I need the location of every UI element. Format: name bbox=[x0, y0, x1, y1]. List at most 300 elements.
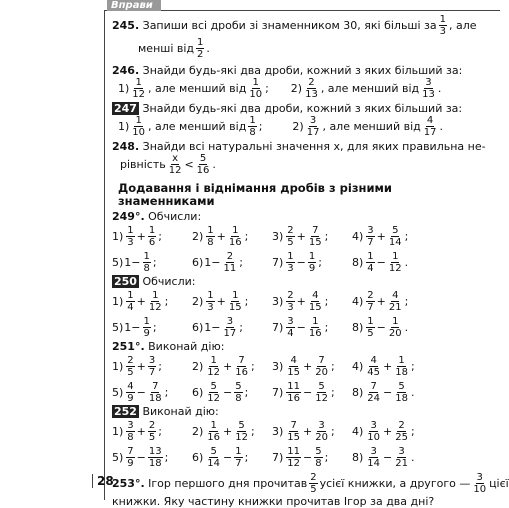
numerator: 3 bbox=[367, 224, 374, 236]
exercise-number: 249°. bbox=[112, 210, 145, 223]
denominator: 3 bbox=[127, 236, 134, 248]
fraction bbox=[286, 316, 294, 339]
fraction bbox=[126, 355, 134, 378]
exercise-text: Обчисли: bbox=[142, 275, 196, 288]
numerator: 1 bbox=[152, 289, 159, 301]
numerator: 11 bbox=[287, 445, 301, 457]
numerator: 7 bbox=[152, 380, 159, 392]
punctuation: ; bbox=[158, 359, 162, 373]
numerator: 2 bbox=[398, 419, 405, 431]
denominator: 24 bbox=[367, 392, 381, 404]
exercise-item bbox=[272, 290, 352, 313]
punctuation: ; bbox=[244, 385, 249, 399]
item-label: 3) bbox=[272, 424, 284, 438]
fraction bbox=[126, 290, 134, 313]
fraction: $\frac{1}{10}$ bbox=[249, 77, 263, 100]
fraction: $\frac{3}{17}$ bbox=[306, 115, 320, 138]
denominator: 14 bbox=[388, 236, 402, 248]
denominator: 4 bbox=[127, 301, 134, 313]
exercise-row bbox=[112, 418, 492, 444]
punctuation: . bbox=[410, 385, 415, 399]
numerator: 7 bbox=[370, 380, 377, 392]
fraction bbox=[206, 420, 221, 443]
denominator: 25 bbox=[395, 431, 408, 443]
exercise-row bbox=[112, 444, 492, 470]
term: + bbox=[136, 424, 146, 438]
numerator: 5 bbox=[318, 380, 325, 392]
numerator: 1 bbox=[232, 289, 239, 301]
exercise-247-line2 bbox=[112, 115, 492, 138]
fraction bbox=[286, 446, 301, 469]
exercise-row bbox=[112, 288, 492, 314]
fraction bbox=[314, 446, 322, 469]
fraction: $\frac{1}{8}$ bbox=[249, 115, 256, 138]
denominator: 9 bbox=[127, 457, 134, 469]
denominator: 3 bbox=[287, 262, 294, 274]
page-content bbox=[112, 14, 509, 508]
exercise-text: Знайди будь-які два дроби, кожний з яких більший за: bbox=[142, 64, 463, 77]
exercise-text: , але менший від bbox=[322, 120, 421, 133]
item-label: 6) bbox=[192, 320, 204, 334]
fraction bbox=[366, 420, 381, 443]
exercise-item bbox=[352, 316, 432, 339]
punctuation: . bbox=[212, 158, 216, 171]
exercise-text: , але менший від bbox=[148, 120, 247, 133]
denominator: 16 bbox=[228, 236, 242, 248]
numerator: 1 bbox=[127, 224, 134, 236]
punctuation: ; bbox=[265, 82, 269, 95]
exercise-text: рівність bbox=[120, 158, 166, 171]
exercise-row bbox=[112, 249, 492, 275]
item-label: 1) bbox=[112, 294, 124, 308]
punctuation: ; bbox=[239, 255, 243, 269]
item-label: 2) bbox=[292, 120, 304, 133]
punctuation: ; bbox=[324, 294, 329, 308]
exercise-item bbox=[192, 420, 272, 443]
header-rule bbox=[105, 10, 500, 11]
denominator: 6 bbox=[148, 236, 156, 248]
numerator: 5 bbox=[398, 380, 405, 392]
fraction bbox=[228, 225, 243, 248]
numerator: 2 bbox=[148, 419, 156, 431]
denominator: 3 bbox=[287, 301, 294, 313]
numerator: 1 bbox=[367, 250, 374, 262]
fraction bbox=[234, 381, 242, 404]
exercise-245-line1 bbox=[112, 14, 492, 37]
term: − bbox=[383, 450, 393, 464]
exercise-text: Ігор першого дня прочитав bbox=[148, 477, 308, 490]
punctuation: . bbox=[404, 255, 409, 269]
term: 1 bbox=[124, 255, 132, 269]
denominator: 5 bbox=[127, 366, 134, 378]
term: + bbox=[216, 229, 226, 243]
exercise-249-heading bbox=[112, 210, 492, 223]
exercise-item bbox=[192, 446, 272, 469]
denominator: 45 bbox=[367, 366, 381, 378]
denominator: 12 bbox=[207, 392, 221, 404]
left-margin-rule bbox=[104, 10, 105, 500]
exercise-number: 252 bbox=[114, 405, 137, 418]
punctuation: ; bbox=[244, 450, 249, 464]
term: − bbox=[136, 450, 146, 464]
fraction bbox=[366, 251, 374, 274]
exercise-253-line1 bbox=[112, 472, 509, 495]
fraction bbox=[126, 381, 134, 404]
punctuation: ; bbox=[250, 359, 255, 373]
exercise-item bbox=[112, 446, 192, 469]
punctuation: ; bbox=[158, 424, 162, 438]
term: 1 bbox=[124, 320, 132, 334]
term: 1 bbox=[204, 255, 212, 269]
punctuation: ; bbox=[164, 450, 169, 464]
item-label: 7) bbox=[272, 450, 284, 464]
term: 1 bbox=[204, 320, 212, 334]
term: − bbox=[136, 385, 146, 399]
exercise-text: менші від bbox=[138, 42, 195, 55]
fraction bbox=[223, 251, 238, 274]
exercise-row bbox=[112, 379, 492, 405]
term: + bbox=[303, 424, 313, 438]
fraction bbox=[286, 355, 301, 378]
item-label: 5) bbox=[112, 385, 124, 399]
numerator: 2 bbox=[127, 354, 134, 366]
item-label: 7) bbox=[272, 385, 284, 399]
fraction bbox=[234, 446, 242, 469]
numerator: 1 bbox=[235, 445, 242, 457]
numerator: 4 bbox=[370, 354, 377, 366]
term: − bbox=[296, 255, 306, 269]
item-label: 7) bbox=[272, 320, 284, 334]
denominator: 9 bbox=[308, 262, 316, 274]
numerator: 7 bbox=[318, 354, 325, 366]
item-label: 5) bbox=[112, 320, 124, 334]
numerator: 3 bbox=[318, 419, 325, 431]
fraction bbox=[234, 355, 249, 378]
denominator: 7 bbox=[235, 457, 242, 469]
fraction bbox=[148, 290, 163, 313]
denominator: 15 bbox=[308, 301, 322, 313]
exercise-number: 253°. bbox=[112, 477, 145, 490]
fraction bbox=[366, 290, 374, 313]
numerator: 2 bbox=[287, 289, 294, 301]
fraction bbox=[126, 420, 134, 443]
item-label: 1) bbox=[112, 359, 124, 373]
denominator: 4 bbox=[367, 262, 374, 274]
numerator: 4 bbox=[127, 380, 134, 392]
denominator: 12 bbox=[315, 392, 328, 404]
exercise-251-heading bbox=[112, 340, 492, 353]
fraction bbox=[388, 316, 403, 339]
denominator: 20 bbox=[315, 431, 328, 443]
item-label: 8) bbox=[352, 385, 364, 399]
punctuation: . bbox=[410, 450, 415, 464]
term: − bbox=[303, 450, 313, 464]
fraction: $\frac{3}{13}$ bbox=[422, 77, 435, 100]
item-label: 1) bbox=[118, 120, 130, 133]
exercise-item bbox=[272, 316, 352, 339]
punctuation: ; bbox=[239, 320, 243, 334]
fraction bbox=[206, 446, 221, 469]
exercise-row bbox=[112, 223, 492, 249]
item-label: 6) bbox=[192, 450, 204, 464]
denominator: 8 bbox=[127, 431, 134, 443]
denominator: 3 bbox=[207, 301, 214, 313]
exercise-item bbox=[272, 251, 352, 274]
numerator: 1 bbox=[367, 315, 374, 327]
numerator: 7 bbox=[312, 224, 319, 236]
numerator: 5 bbox=[210, 445, 217, 457]
exercise-item bbox=[192, 251, 272, 274]
fraction bbox=[366, 316, 374, 339]
exercise-item bbox=[272, 420, 352, 443]
term: + bbox=[136, 229, 146, 243]
exercise-number: 246. bbox=[112, 64, 140, 77]
denominator: 15 bbox=[308, 236, 322, 248]
fraction bbox=[308, 251, 316, 274]
fraction: $\frac{1}{2}$ bbox=[197, 37, 204, 60]
exercise-text: . bbox=[206, 42, 210, 55]
denominator: 18 bbox=[395, 366, 408, 378]
exercise-item bbox=[112, 225, 192, 248]
exercise-text: книжки. Яку частину книжки прочитав Ігор за два дні? bbox=[112, 495, 435, 508]
punctuation: ; bbox=[324, 320, 329, 334]
fraction bbox=[143, 251, 151, 274]
denominator: 16 bbox=[235, 366, 248, 378]
term: − bbox=[376, 255, 386, 269]
punctuation: . bbox=[404, 320, 409, 334]
fraction bbox=[394, 420, 409, 443]
item-label: 7) bbox=[272, 255, 284, 269]
item-label: 2) bbox=[192, 229, 204, 243]
denominator: 12 bbox=[388, 262, 402, 274]
punctuation: ; bbox=[324, 450, 329, 464]
exercise-text: Знайди всі натуральні значення x, для яких правильна не- bbox=[142, 140, 486, 153]
denominator: 9 bbox=[143, 327, 150, 339]
exercise-252-heading bbox=[112, 405, 492, 418]
denominator: 21 bbox=[388, 301, 402, 313]
item-label: 3) bbox=[272, 229, 284, 243]
fraction bbox=[148, 225, 156, 248]
term: + bbox=[136, 294, 146, 308]
numerator: 1 bbox=[207, 224, 214, 236]
punctuation: ; bbox=[330, 359, 335, 373]
denominator: 7 bbox=[367, 301, 374, 313]
punctuation: ; bbox=[164, 294, 169, 308]
punctuation: . bbox=[437, 82, 442, 95]
term: + bbox=[376, 294, 386, 308]
fraction bbox=[126, 225, 134, 248]
exercise-250-heading bbox=[112, 275, 492, 288]
numerator: 4 bbox=[392, 289, 399, 301]
fraction bbox=[388, 290, 403, 313]
term: − bbox=[131, 320, 141, 334]
item-label: 8) bbox=[352, 450, 364, 464]
exercise-248-line1 bbox=[112, 140, 492, 153]
numerator: 1 bbox=[143, 315, 150, 327]
fraction bbox=[286, 381, 301, 404]
numerator: 1 bbox=[312, 315, 319, 327]
fraction: $\frac{1}{10}$ bbox=[132, 115, 146, 138]
numerator: 7 bbox=[238, 354, 245, 366]
item-label: 5) bbox=[112, 255, 124, 269]
exercise-item bbox=[112, 316, 192, 339]
denominator: 18 bbox=[148, 392, 162, 404]
exercise-row bbox=[112, 353, 492, 379]
punctuation: ; bbox=[250, 424, 255, 438]
fraction bbox=[314, 381, 329, 404]
punctuation: ; bbox=[324, 229, 329, 243]
denominator: 12 bbox=[287, 457, 301, 469]
punctuation: ; bbox=[244, 294, 249, 308]
numerator: 5 bbox=[392, 224, 399, 236]
term: + bbox=[216, 294, 226, 308]
fraction bbox=[286, 290, 294, 313]
item-label: 3) bbox=[272, 359, 284, 373]
exercise-item bbox=[272, 225, 352, 248]
item-label: 8) bbox=[352, 255, 364, 269]
exercise-item bbox=[352, 420, 432, 443]
fraction bbox=[314, 420, 329, 443]
term: − bbox=[376, 320, 386, 334]
fraction: $\frac{1}{3}$ bbox=[439, 14, 447, 37]
fraction bbox=[394, 446, 409, 469]
numerator: 3 bbox=[148, 354, 156, 366]
exercise-text: усієї книжки, а другого — bbox=[319, 477, 471, 490]
fraction bbox=[388, 251, 403, 274]
punctuation: ; bbox=[404, 294, 409, 308]
denominator: 12 bbox=[148, 301, 162, 313]
section-title: Додавання і віднімання дробів з різними знаменниками bbox=[118, 181, 392, 208]
exercise-number: 245. bbox=[112, 19, 140, 32]
exercise-number: 251°. bbox=[112, 340, 145, 353]
term: + bbox=[223, 424, 233, 438]
numerator: 3 bbox=[226, 315, 234, 327]
denominator: 7 bbox=[148, 366, 156, 378]
item-label: 4) bbox=[352, 424, 364, 438]
numerator: 1 bbox=[207, 289, 214, 301]
item-label: 6) bbox=[192, 255, 204, 269]
exercise-item bbox=[352, 251, 432, 274]
numerator: 2 bbox=[367, 289, 374, 301]
exercise-item bbox=[112, 355, 192, 378]
item-label: 2) bbox=[192, 294, 204, 308]
exercise-row bbox=[112, 314, 492, 340]
punctuation: ; bbox=[330, 424, 335, 438]
fraction bbox=[148, 381, 163, 404]
exercise-248-line2 bbox=[112, 153, 492, 176]
fraction bbox=[126, 446, 134, 469]
numerator: 1 bbox=[308, 250, 316, 262]
numerator: 5 bbox=[238, 419, 245, 431]
exercise-245-line2 bbox=[112, 37, 492, 60]
fraction bbox=[286, 251, 294, 274]
exercise-item bbox=[192, 225, 272, 248]
denominator: 4 bbox=[287, 327, 294, 339]
numerator: 13 bbox=[148, 445, 162, 457]
numerator: 3 bbox=[370, 419, 377, 431]
fraction bbox=[148, 446, 163, 469]
item-label: 4) bbox=[352, 229, 364, 243]
numerator: 1 bbox=[392, 315, 399, 327]
fraction bbox=[394, 381, 409, 404]
exercise-item bbox=[352, 290, 432, 313]
term: − bbox=[303, 385, 313, 399]
fraction bbox=[148, 420, 156, 443]
numerator: 1 bbox=[232, 224, 239, 236]
item-label: 5) bbox=[112, 450, 124, 464]
numerator: 4 bbox=[312, 289, 319, 301]
item-label: 8) bbox=[352, 320, 364, 334]
denominator: 15 bbox=[287, 366, 301, 378]
fraction bbox=[308, 225, 323, 248]
punctuation: ; bbox=[158, 229, 162, 243]
denominator: 5 bbox=[287, 236, 294, 248]
header-title: Вправи bbox=[107, 0, 161, 11]
term: − bbox=[383, 385, 393, 399]
exercise-text: Запиши всі дроби зі знаменником 30, які більші за bbox=[142, 19, 437, 32]
exercise-item bbox=[112, 290, 192, 313]
item-label: 2) bbox=[192, 424, 204, 438]
denominator: 8 bbox=[235, 392, 242, 404]
exercise-number: 248. bbox=[112, 140, 140, 153]
denominator: 7 bbox=[367, 236, 374, 248]
item-label: 2) bbox=[192, 359, 204, 373]
term: + bbox=[383, 359, 393, 373]
numerator: 2 bbox=[226, 250, 234, 262]
numerator: 3 bbox=[370, 445, 377, 457]
fraction bbox=[314, 355, 329, 378]
fraction bbox=[148, 355, 156, 378]
denominator: 5 bbox=[148, 431, 156, 443]
exercise-text: , але bbox=[449, 19, 477, 32]
numerator: 1 bbox=[210, 354, 217, 366]
numerator: 3 bbox=[398, 445, 405, 457]
punctuation: ; bbox=[404, 229, 409, 243]
fraction bbox=[223, 316, 238, 339]
exercise-item bbox=[272, 381, 352, 404]
denominator: 5 bbox=[367, 327, 374, 339]
numerator: 2 bbox=[287, 224, 294, 236]
exercise-item bbox=[352, 355, 432, 378]
numerator: 1 bbox=[398, 354, 405, 366]
exercise-250-grid bbox=[112, 288, 492, 340]
punctuation: . bbox=[439, 120, 443, 133]
exercise-text: цієї bbox=[489, 477, 509, 490]
fraction: $\frac{x}{12}$ bbox=[168, 153, 182, 176]
fraction bbox=[308, 316, 323, 339]
denominator: 20 bbox=[388, 327, 402, 339]
denominator: 18 bbox=[395, 392, 408, 404]
fraction bbox=[388, 225, 403, 248]
punctuation: ; bbox=[152, 320, 157, 334]
denominator: 12 bbox=[207, 366, 221, 378]
fraction bbox=[366, 381, 381, 404]
denominator: 12 bbox=[235, 431, 248, 443]
numerator: 1 bbox=[127, 289, 134, 301]
term: − bbox=[296, 320, 306, 334]
term: − bbox=[223, 385, 233, 399]
exercise-251-grid bbox=[112, 353, 492, 405]
fraction: $\frac{5}{16}$ bbox=[196, 153, 210, 176]
item-label: 3) bbox=[272, 294, 284, 308]
numerator: 5 bbox=[235, 380, 242, 392]
punctuation: ; bbox=[410, 424, 415, 438]
item-label: 4) bbox=[352, 294, 364, 308]
exercise-item bbox=[192, 355, 272, 378]
punctuation: ; bbox=[318, 255, 322, 269]
fraction: $\frac{4}{17}$ bbox=[423, 115, 437, 138]
fraction bbox=[143, 316, 151, 339]
